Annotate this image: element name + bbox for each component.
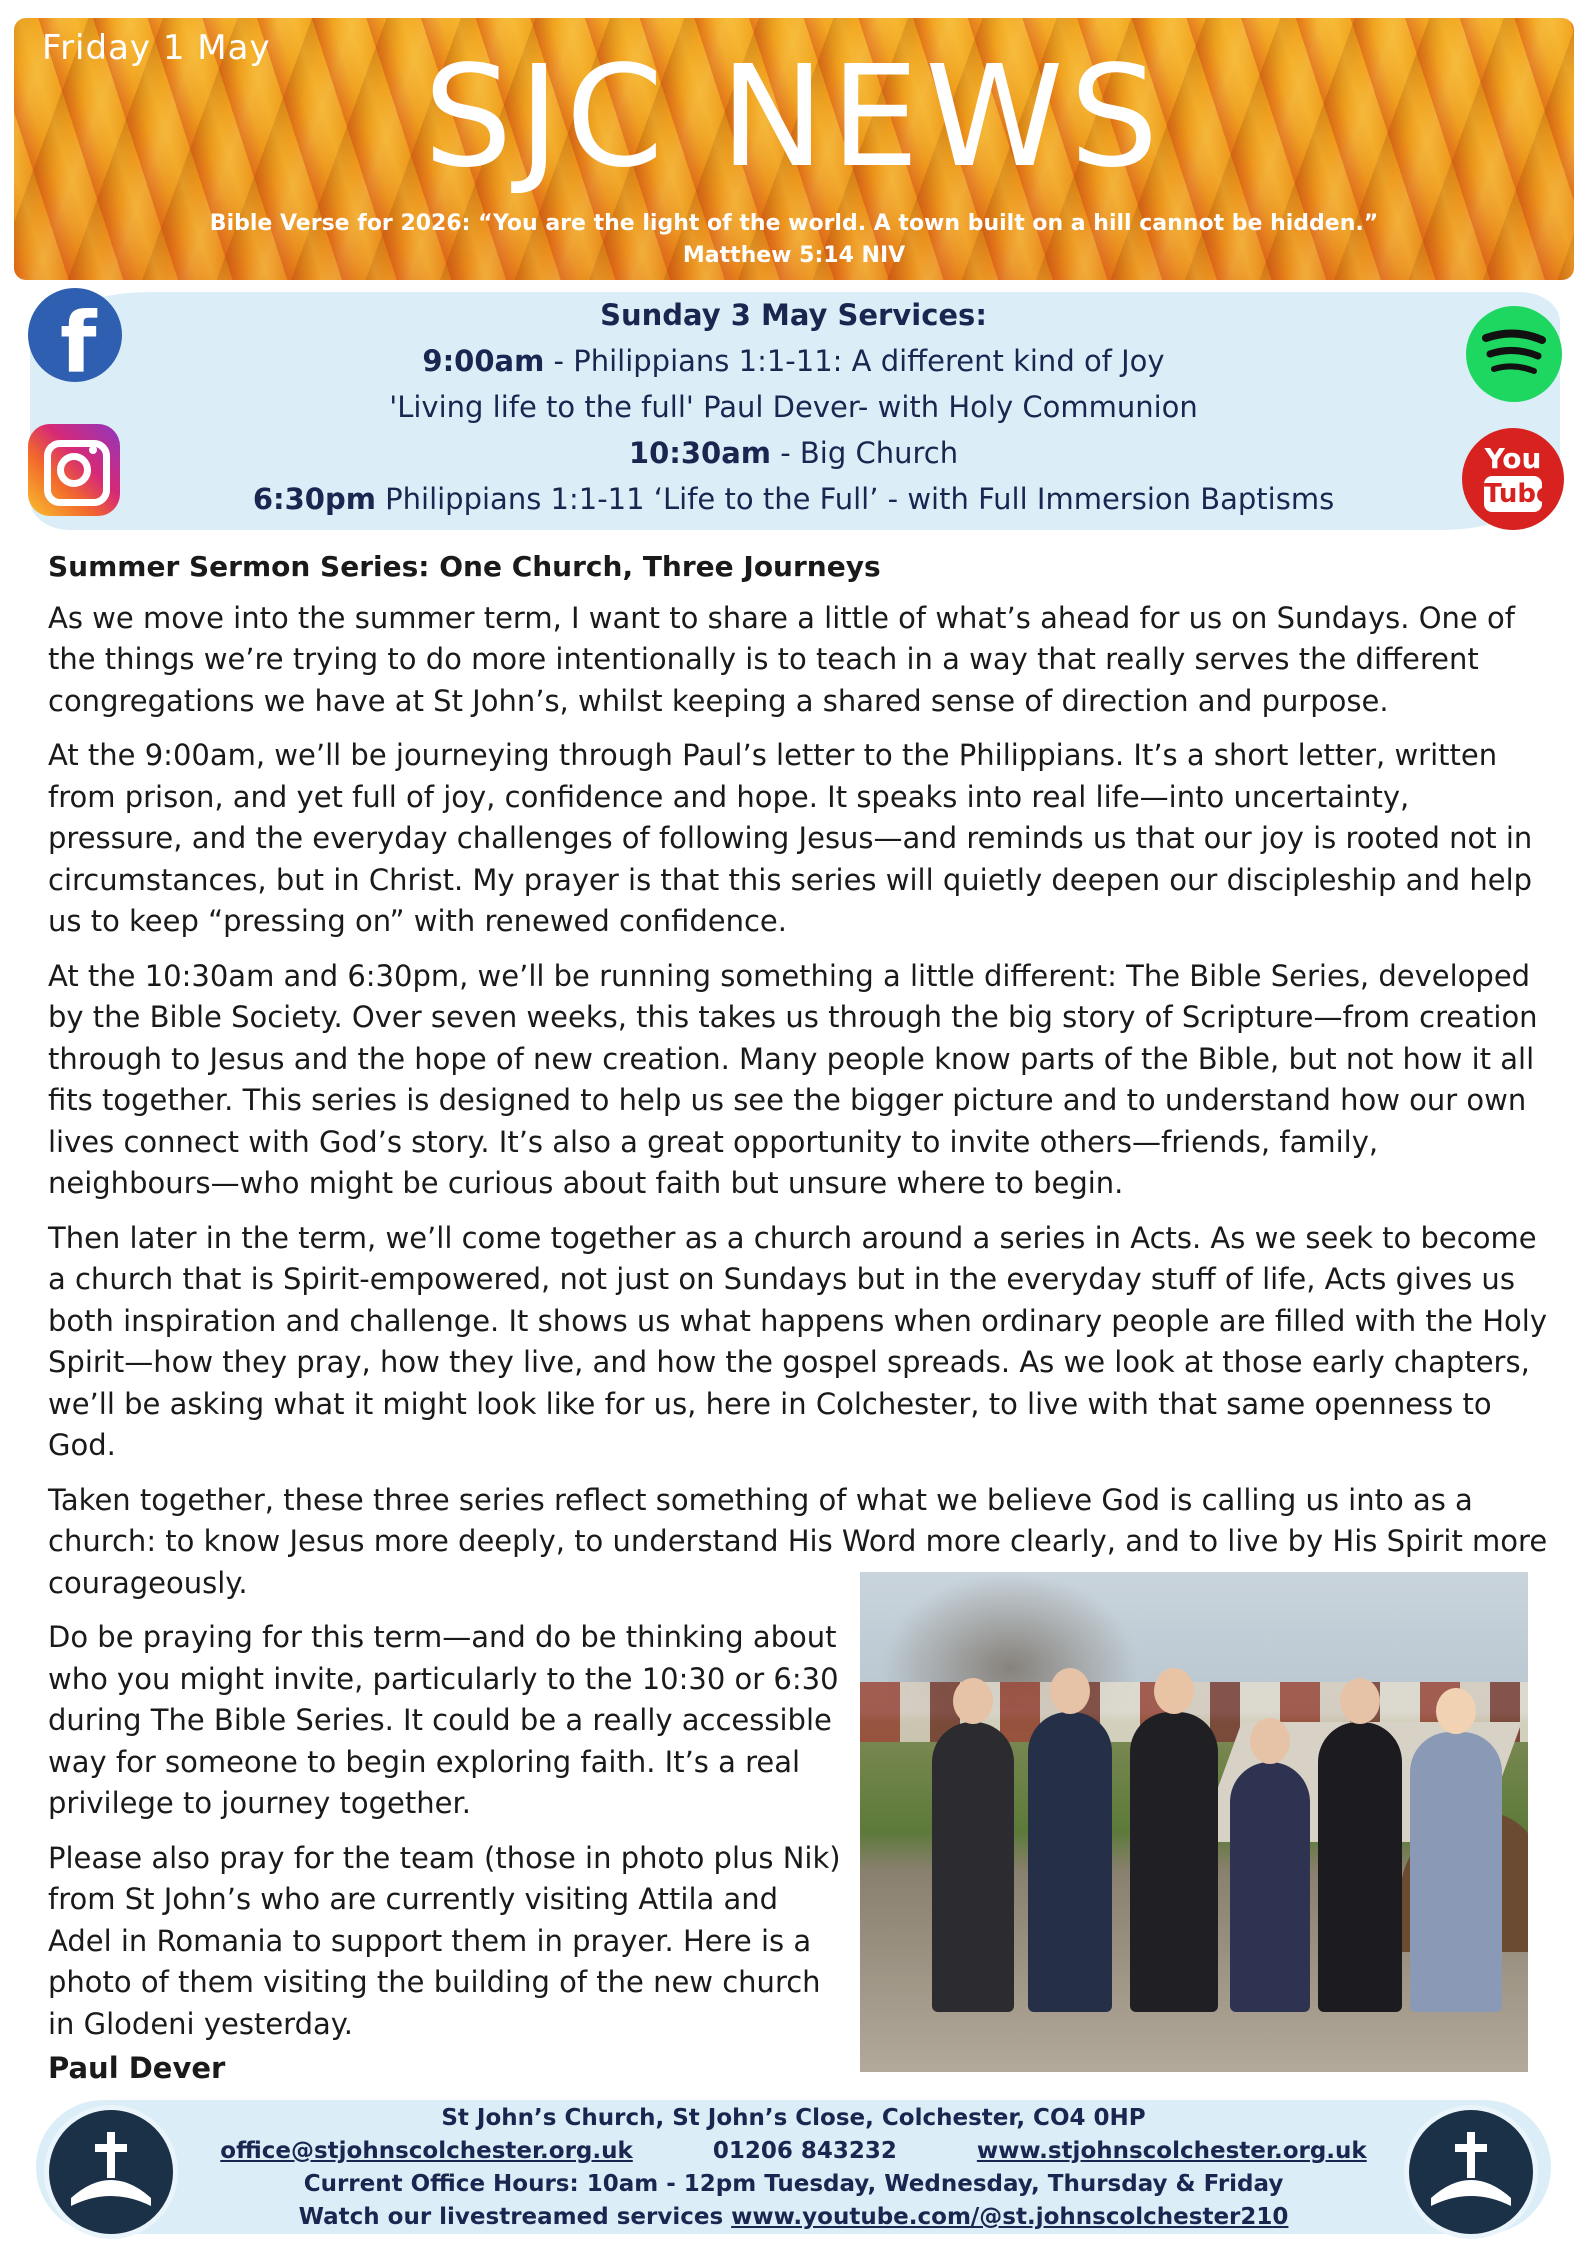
article-paragraph: At the 9:00am, we’ll be journeying through Paul’s letter to the Philippians. It’s a short letter, written from prison, and yet full of joy, confidence and hope. It speaks into real life—into uncertainty, pressure, and the everyday challenges of following Jesus—and reminds us that our joy is rooted not in circumstances, but in Christ. My prayer is that this series will quietly deepen our discipleship and help us to keep “pressing on” with renewed confidence.	[48, 738, 1533, 938]
service-time: 10:30am	[628, 436, 771, 470]
service-subtitle: 'Living life to the full' Paul Dever- with Holy Communion	[389, 390, 1198, 424]
facebook-icon[interactable]: f	[28, 288, 122, 382]
contact-row	[0, 2135, 1587, 2168]
service-item	[0, 338, 1587, 384]
service-time: 9:00am	[422, 344, 545, 378]
email-link[interactable]: office@stjohnscolchester.org.uk	[220, 2138, 633, 2164]
livestream-row	[0, 2201, 1587, 2234]
church-address: St John’s Church, St John’s Close, Colchester, CO4 0HP	[441, 2105, 1146, 2131]
services-heading: Sunday 3 May Services:	[600, 298, 987, 332]
phone-number: 01206 843232	[712, 2138, 897, 2164]
service-description: Philippians 1:1-11 ‘Life to the Full’ - with Full Immersion Baptisms	[375, 482, 1335, 516]
office-hours: Current Office Hours: 10am - 12pm Tuesday, Wednesday, Thursday & Friday	[303, 2171, 1284, 2197]
instagram-icon[interactable]	[28, 424, 120, 516]
youtube-icon[interactable]: You Tube	[1462, 428, 1564, 530]
website-link[interactable]: www.stjohnscolchester.org.uk	[976, 2138, 1367, 2164]
livestream-label: Watch our livestreamed services	[298, 2204, 732, 2230]
verse-reference: Matthew 5:14 NIV	[682, 243, 906, 268]
verse-text: Bible Verse for 2026: “You are the light of the world. A town built on a hill cannot be hidden.”	[209, 211, 1379, 236]
service-description: - Big Church	[771, 436, 959, 470]
services-list	[0, 292, 1587, 522]
article-paragraph: Do be praying for this term—and do be thinking about who you might invite, particularly to the 10:30 or 6:30 during The Bible Series. It could be a really accessible way for someone to begin exploring faith. It’s a real privilege to journey together.	[48, 1620, 839, 1820]
article-author: Paul Dever	[48, 2051, 226, 2085]
service-item	[0, 430, 1587, 476]
article-paragraph: As we move into the summer term, I want to share a little of what’s ahead for us on Sundays. One of the things we’re trying to do more intentionally is to teach in a way that really serves the different congregations we have at St John’s, whilst keeping a shared sense of direction and purpose.	[48, 600, 1515, 718]
spotify-icon[interactable]	[1466, 306, 1562, 402]
service-time: 6:30pm	[252, 482, 376, 516]
service-description: - Philippians 1:1-11: A different kind of Joy	[544, 344, 1165, 378]
article-paragraph: Taken together, these three series reflect something of what we believe God is calling us into as a church: to know Jesus more deeply, to understand His Word more clearly, and to live by His Spirit more courageously.	[48, 1482, 1548, 1600]
contact-info	[0, 2102, 1587, 2234]
bible-verse	[14, 208, 1574, 272]
youtube-channel-link[interactable]: www.youtube.com/@st.johnscolchester210	[731, 2204, 1289, 2230]
article-paragraph: Please also pray for the team (those in photo plus Nik) from St John’s who are currently visiting Attila and Adel in Romania to support them in prayer. Here is a photo of them visiting the building of the new church in Glodeni yesterday.	[48, 1840, 841, 2041]
newsletter-title: SJC NEWS	[423, 36, 1165, 199]
article-title: Summer Sermon Series: One Church, Three Journeys	[48, 550, 881, 583]
team-photo	[860, 1572, 1528, 2072]
article-paragraph: Then later in the term, we’ll come together as a church around a series in Acts. As we seek to become a church that is Spirit-empowered, not just on Sundays but in the everyday stuff of life, Acts gives us both inspiration and challenge. It shows us what happens when ordinary people are filled with the Holy Spirit—how they pray, how they live, and how the gospel spreads. As we look at those early chapters, we’ll be asking what it might look like for us, here in Colchester, to live with that same openness to God.	[48, 1220, 1548, 1462]
issue-date: Friday 1 May	[42, 28, 271, 68]
service-item	[0, 476, 1587, 522]
article-paragraph: At the 10:30am and 6:30pm, we’ll be running something a little different: The Bible Series, developed by the Bible Society. Over seven weeks, this takes us through the big story of Scripture—from creation through to Jesus and the hope of new creation. Many people know parts of the Bible, but not how it all fits together. This series is designed to help us see the bigger picture and to understand how our own lives connect with God’s story. It’s also a great opportunity to invite others—friends, family, neighbours—who might be curious about faith but unsure where to begin.	[48, 958, 1538, 1200]
header-banner	[14, 18, 1574, 280]
